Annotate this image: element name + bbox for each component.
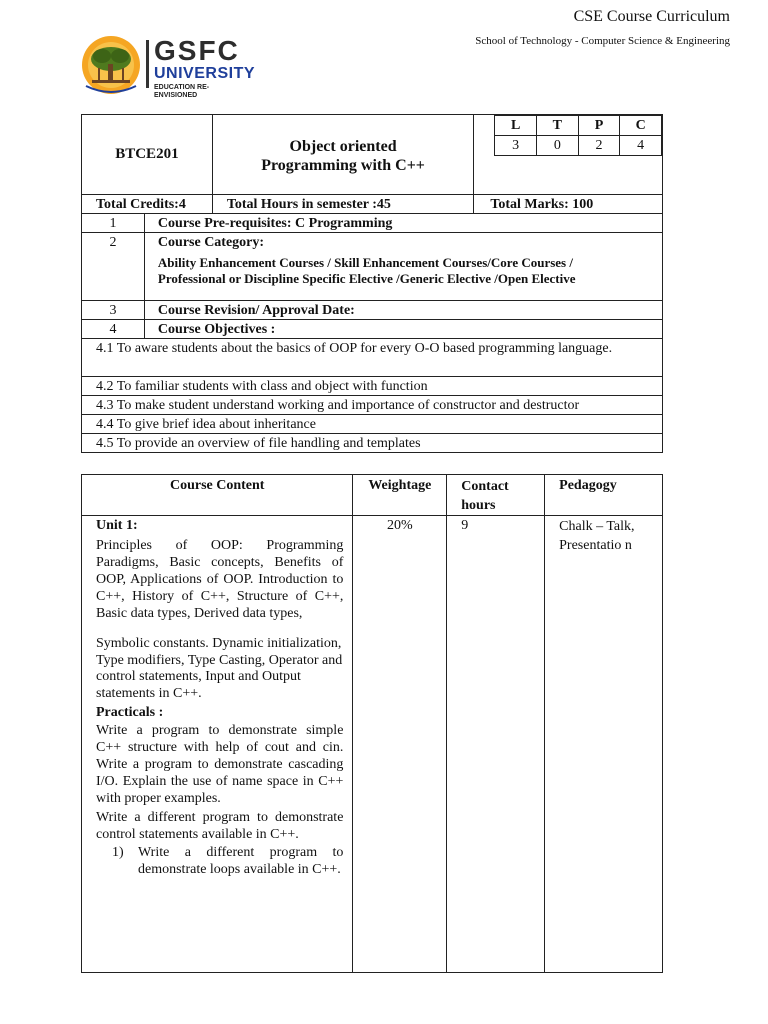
unit-content xyxy=(82,516,353,973)
header-course-content: Course Content xyxy=(82,475,353,516)
practical-list-item xyxy=(96,844,343,878)
list-number: 1) xyxy=(112,845,124,860)
header-weightage: Weightage xyxy=(353,475,447,516)
objective-item: 4.2 To familiar students with class and object with function xyxy=(82,377,663,396)
detail-num: 4 xyxy=(82,320,145,339)
header-contact-hours: Contact hours xyxy=(447,475,545,516)
ltpc-header-t: T xyxy=(536,116,578,136)
university-logo xyxy=(80,34,256,99)
course-title xyxy=(212,115,474,195)
unit-weightage: 20% xyxy=(353,516,447,973)
ltpc-value-c: 4 xyxy=(620,136,662,156)
detail-num: 1 xyxy=(82,214,145,233)
banyan-tree-emblem-icon xyxy=(80,34,142,96)
ltpc-header-l: L xyxy=(495,116,537,136)
ltpc-value-p: 2 xyxy=(578,136,620,156)
course-category-label: Course Category: xyxy=(157,235,265,250)
unit-hours: 9 xyxy=(447,516,545,973)
revision-date: Course Revision/ Approval Date: xyxy=(144,301,662,320)
total-marks: Total Marks: 100 xyxy=(474,195,663,214)
objective-item: 4.4 To give brief idea about inheritance xyxy=(82,415,663,434)
course-code: BTCE201 xyxy=(82,115,213,195)
course-content-table xyxy=(81,474,663,973)
objective-item: 4.5 To provide an overview of file handling and templates xyxy=(82,434,663,453)
course-title-line2: Programming with C++ xyxy=(261,157,425,174)
unit-para1: Principles of OOP: Programming Paradigms, Basic concepts, Benefits of OOP, Applications of OOP. Introduction to C++, History of C++, Structure of C++, Basic data types, Derived data types, xyxy=(96,538,344,621)
logo-name: GSFC xyxy=(154,35,240,66)
document-subtitle: School of Technology - Computer Science & Engineering xyxy=(475,35,730,47)
header-pedagogy: Pedagogy xyxy=(545,475,663,516)
course-info-table xyxy=(81,114,663,453)
detail-num: 2 xyxy=(82,233,145,301)
ltpc-cell xyxy=(474,115,663,195)
practicals-title: Practicals : xyxy=(96,705,164,720)
total-credits: Total Credits:4 xyxy=(82,195,213,214)
total-hours: Total Hours in semester :45 xyxy=(212,195,474,214)
course-category-options: Ability Enhancement Courses / Skill Enhancement Courses/Core Courses / Professional or Discipline Specific Elective /Generic Elective /Open Elective xyxy=(157,255,576,286)
unit-pedagogy: Chalk – Talk, Presentatio n xyxy=(545,516,663,973)
detail-num: 3 xyxy=(82,301,145,320)
ltpc-header-p: P xyxy=(578,116,620,136)
ltpc-table xyxy=(494,115,662,156)
objectives-label: Course Objectives : xyxy=(144,320,662,339)
objective-item: 4.1 To aware students about the basics of OOP for every O-O based programming language. xyxy=(82,339,663,377)
ltpc-value-t: 0 xyxy=(536,136,578,156)
document-title: CSE Course Curriculum xyxy=(573,8,730,25)
practical-item: Write a different program to demonstrate control statements available in C++. xyxy=(96,810,344,842)
ltpc-header-c: C xyxy=(620,116,662,136)
objective-item: 4.3 To make student understand working and importance of constructor and destructor xyxy=(82,396,663,415)
logo-university: UNIVERSITY xyxy=(154,65,256,82)
unit-para2: Symbolic constants. Dynamic initialization, Type modifiers, Type Casting, Operator and control statements, Input and Output statements in C++. xyxy=(96,636,343,701)
practical-item: Write a program to demonstrate simple C++ structure with help of cout and cin. Write a program to demonstrate cascading I/O. Explain the use of name space in C++ with proper examples. xyxy=(96,723,344,806)
course-category-cell xyxy=(144,233,662,301)
ltpc-value-l: 3 xyxy=(495,136,537,156)
prerequisites: Course Pre-requisites: C Programming xyxy=(144,214,662,233)
logo-tagline: EDUCATION RE-ENVISIONED xyxy=(154,84,210,99)
course-title-line1: Object oriented xyxy=(289,138,397,155)
unit-title: Unit 1: xyxy=(96,518,138,533)
logo-divider xyxy=(146,40,149,88)
list-text: Write a different program to demonstrate loops available in C++. xyxy=(138,845,344,877)
